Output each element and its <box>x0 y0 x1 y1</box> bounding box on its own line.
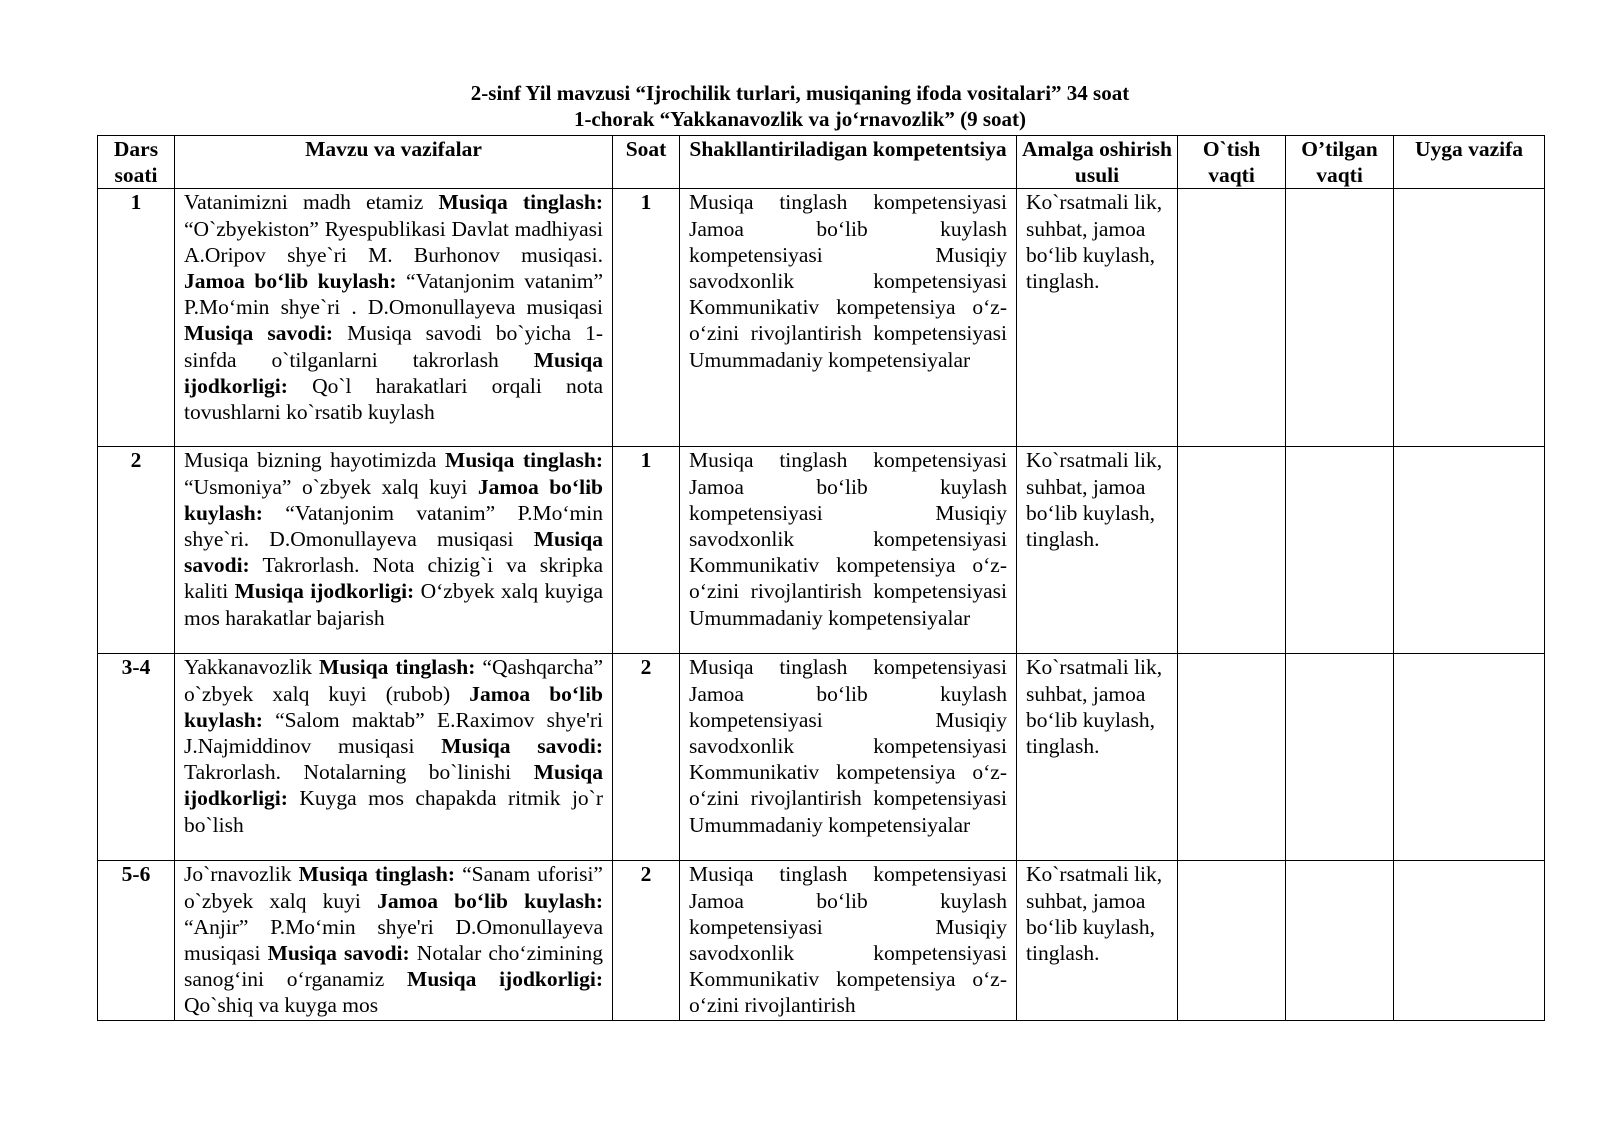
lesson-number-cell: 1 <box>98 189 175 447</box>
title-year-topic: 2-sinf Yil mavzusi “Ijrochilik turlari, musiqaning ifoda vositalari” 34 soat <box>470 81 1130 105</box>
hours-cell: 2 <box>613 654 680 861</box>
topic-text: “Vatanjonim vatanim” P.Mo‘min shye`ri . D.Omonullayeva musiqasi <box>184 269 603 320</box>
topic-text: Qo`shiq va kuyga mos <box>184 993 379 1018</box>
topic-section-label: Musiqa tinglash: <box>438 190 603 215</box>
topic-text: “Salom maktab” E.Raximov shye'ri J.Najmiddinov musiqasi <box>184 707 603 759</box>
topic-text: “Qashqarcha” o`zbyek xalq kuyi (rubob) <box>184 655 603 706</box>
topic-section-label: Musiqa ijodkorligi: <box>234 579 415 604</box>
competency-cell: Musiqa tinglash kompetensiyasi Jamoa bo‘lib kuylash kompetensiyasi Musiqiy savodxonlik kompetensiyasi Kommunikativ kompetensiya o‘z-o‘zini rivojlantirish <box>680 861 1017 1021</box>
method-cell: Ko`rsatmali lik, suhbat, jamoa bo‘lib kuylash, tinglash. <box>1017 189 1178 447</box>
header-method: Amalga oshirish usuli <box>1017 136 1178 189</box>
homework-cell <box>1394 861 1545 1021</box>
passed-time-cell <box>1286 189 1394 447</box>
topic-text: Takrorlash. Notalarning bo`linishi <box>184 760 534 785</box>
header-passed-time: O’tilgan vaqti <box>1286 136 1394 189</box>
topic-text: “Sanam uforisi” o`zbyek xalq kuyi <box>184 862 603 913</box>
topic-cell <box>175 861 613 1021</box>
method-cell: Ko`rsatmali lik, suhbat, jamoa bo‘lib kuylash, tinglash. <box>1017 861 1178 1021</box>
hours-cell: 1 <box>613 447 680 654</box>
header-hours: Soat <box>613 136 680 189</box>
hours-cell: 1 <box>613 189 680 447</box>
topic-section-label: Musiqa savodi: <box>184 321 334 346</box>
topic-section-label: Musiqa ijodkorligi: <box>407 967 603 992</box>
topic-section-label: Musiqa savodi: <box>184 527 603 578</box>
topic-section-label: Musiqa tinglash: <box>319 655 476 680</box>
topic-text: Jo`rnavozlik <box>184 862 299 887</box>
competency-cell: Musiqa tinglash kompetensiyasi Jamoa bo‘lib kuylash kompetensiyasi Musiqiy savodxonlik kompetensiyasi Kommunikativ kompetensiya o‘z-o‘zini rivojlantirish kompetensiyasi Umummadaniy kompetensiyalar <box>680 447 1017 654</box>
method-cell: Ko`rsatmali lik, suhbat, jamoa bo‘lib kuylash, tinglash. <box>1017 654 1178 861</box>
topic-text: Notalar cho‘zimining sanog‘ini o‘rganamiz <box>184 941 604 992</box>
passing-time-cell <box>1178 861 1286 1021</box>
topic-section-label: Jamoa bo‘lib kuylash: <box>377 888 603 913</box>
passed-time-cell <box>1286 654 1394 861</box>
topic-text: “Anjir” P.Mo‘min shye'ri D.Omonullayeva musiqasi <box>184 914 603 966</box>
topic-cell <box>175 189 613 447</box>
header-passing-time: O`tish vaqti <box>1178 136 1286 189</box>
lesson-number-cell: 5-6 <box>98 861 175 1021</box>
title-quarter-topic: 1-chorak “Yakkanavozlik va jo‘rnavozlik” (9 soat) <box>573 107 1027 131</box>
topic-text: Kuyga mos chapakda ritmik jo`r bo`lish <box>184 786 603 837</box>
passing-time-cell <box>1178 447 1286 654</box>
topic-text: Yakkanavozlik <box>184 655 320 680</box>
topic-cell <box>175 447 613 654</box>
topic-text: “Usmoniya” o`zbyek xalq kuyi <box>184 474 478 499</box>
topic-section-label: Musiqa ijodkorligi: <box>184 347 603 398</box>
passing-time-cell <box>1178 189 1286 447</box>
topic-text: Musiqa savodi bo`yicha 1-sinfda o`tilganlarni takrorlash <box>184 321 603 372</box>
topic-text: Takrorlash. Nota chizig`i va skripka kaliti <box>184 553 603 604</box>
table-header-row <box>98 136 1545 189</box>
header-topic: Mavzu va vazifalar <box>175 136 613 189</box>
topic-section-label: Musiqa tinglash: <box>445 448 603 473</box>
method-cell: Ko`rsatmali lik, suhbat, jamoa bo‘lib kuylash, tinglash. <box>1017 447 1178 654</box>
topic-section-label: Jamoa bo‘lib kuylash: <box>184 474 603 525</box>
lesson-number-cell: 2 <box>98 447 175 654</box>
table-body <box>98 189 1545 1021</box>
topic-section-label: Musiqa ijodkorligi: <box>184 760 603 811</box>
passing-time-cell <box>1178 654 1286 861</box>
topic-text: Musiqa bizning hayotimizda <box>184 448 446 473</box>
passed-time-cell <box>1286 861 1394 1021</box>
topic-section-label: Jamoa bo‘lib kuylash: <box>184 681 603 732</box>
topic-section-label: Jamoa bo‘lib kuylash: <box>184 269 397 294</box>
topic-cell <box>175 654 613 861</box>
topic-section-label: Musiqa savodi: <box>441 734 603 759</box>
table-row <box>98 861 1545 1021</box>
topic-section-label: Musiqa tinglash: <box>298 862 456 887</box>
topic-text: “Vatanjonim vatanim” P.Mo‘min shye`ri. D.Omonullayeva musiqasi <box>184 500 603 552</box>
topic-text: Vatanimizni madh etamiz <box>184 190 439 215</box>
topic-text: “O`zbyekiston” Ryespublikasi Davlat madhiyasi A.Oripov shye`ri M. Burhonov musiqasi. <box>184 216 603 267</box>
topic-text: Qo`l harakatlari orqali nota tovushlarni ko`rsatib kuylash <box>184 373 603 425</box>
topic-section-label: Musiqa savodi: <box>267 941 410 966</box>
lesson-number-cell: 3-4 <box>98 654 175 861</box>
competency-cell: Musiqa tinglash kompetensiyasi Jamoa bo‘lib kuylash kompetensiyasi Musiqiy savodxonlik kompetensiyasi Kommunikativ kompetensiya o‘z-o‘zini rivojlantirish kompetensiyasi Umummadaniy kompetensiyalar <box>680 189 1017 447</box>
hours-cell: 2 <box>613 861 680 1021</box>
header-homework: Uyga vazifa <box>1394 136 1545 189</box>
document-title <box>0 80 1600 132</box>
lesson-plan-table <box>97 135 1545 1021</box>
homework-cell <box>1394 654 1545 861</box>
homework-cell <box>1394 447 1545 654</box>
header-competency: Shakllantiriladigan kompetentsiya <box>680 136 1017 189</box>
topic-text: O‘zbyek xalq kuyiga mos harakatlar bajarish <box>184 579 603 630</box>
header-lesson: Dars soati <box>98 136 175 189</box>
passed-time-cell <box>1286 447 1394 654</box>
table-row <box>98 189 1545 447</box>
competency-cell: Musiqa tinglash kompetensiyasi Jamoa bo‘lib kuylash kompetensiyasi Musiqiy savodxonlik kompetensiyasi Kommunikativ kompetensiya o‘z-o‘zini rivojlantirish kompetensiyasi Umummadaniy kompetensiyalar <box>680 654 1017 861</box>
table-row <box>98 447 1545 654</box>
table-row <box>98 654 1545 861</box>
homework-cell <box>1394 189 1545 447</box>
